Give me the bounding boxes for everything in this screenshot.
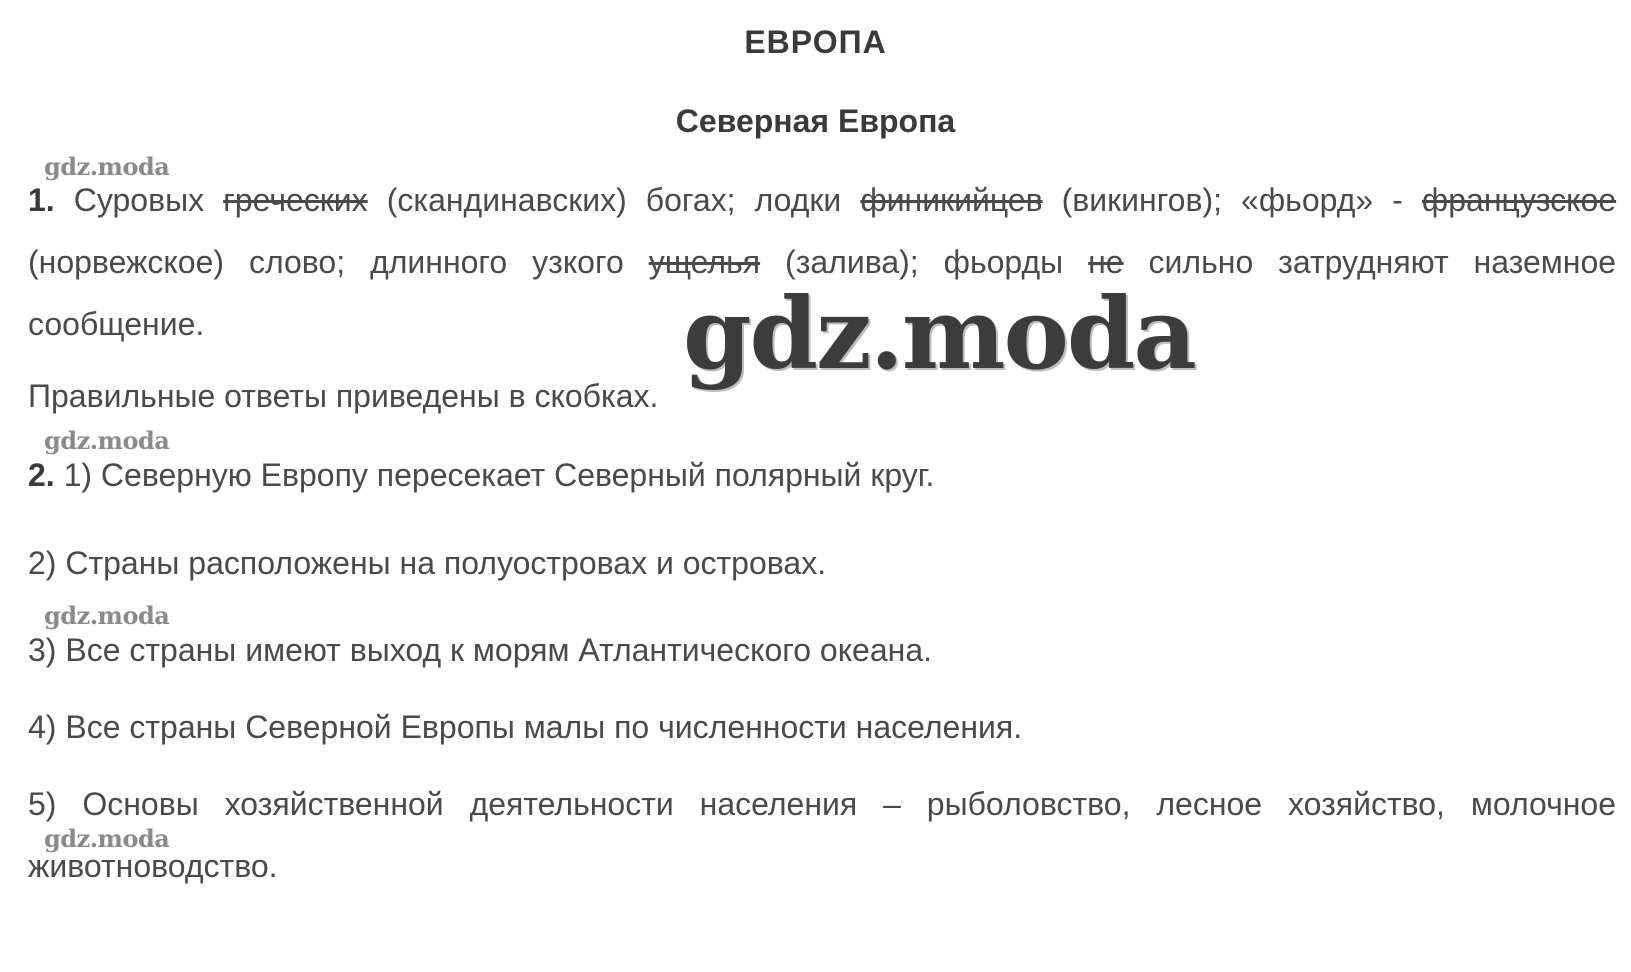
watermark-large: gdz.moda [683, 277, 1195, 392]
task-1-text: (залива); фьорды [785, 244, 1064, 280]
task-2-item-text: 1) Северную Европу пересекает Северный полярный круг. [63, 457, 935, 493]
task-1-struck-word: ущелья [648, 244, 761, 280]
task-1-text: (норвежское) слово; длинного узкого [28, 244, 624, 280]
task-1-text: (викингов); «фьорд» - [1061, 182, 1403, 218]
task-1-struck-word: финикийцев [860, 182, 1043, 218]
watermark-small-4: gdz.moda [44, 824, 170, 853]
task-2-item-5: 5) Основы хозяйственной деятельности населения – рыболовство, лесное хозяйство, молочное животноводство. [28, 786, 1616, 884]
task-2-item-3: 3) Все страны имеют выход к морям Атлантического океана. [28, 632, 932, 668]
task-1-text: Суровых [73, 182, 205, 218]
watermark-small-1: gdz.moda [44, 152, 170, 181]
task-2-number: 2. [28, 457, 55, 493]
task-1-text: сильно затрудняют наземное сообщение. [28, 244, 1617, 342]
watermark-small-3: gdz.moda [44, 601, 170, 630]
section-title: Северная Европа [675, 103, 956, 139]
task-2-item-1 [28, 455, 1616, 495]
task-1-text: (скандинавских) богах; лодки [386, 182, 842, 218]
task-1-note: Правильные ответы приведены в скобках. [28, 378, 659, 414]
task-2-item-2: 2) Страны расположены на полуостровах и островах. [28, 545, 827, 581]
page-title: ЕВРОПА [744, 24, 887, 60]
task-1-struck-word: не [1088, 244, 1124, 280]
task-2-item-4: 4) Все страны Северной Европы малы по численности населения. [28, 709, 1023, 745]
task-1-struck-word: греческих [223, 182, 368, 218]
task-1-number: 1. [28, 182, 55, 218]
watermark-small-2: gdz.moda [44, 426, 170, 455]
task-1-struck-word: французское [1421, 182, 1617, 218]
